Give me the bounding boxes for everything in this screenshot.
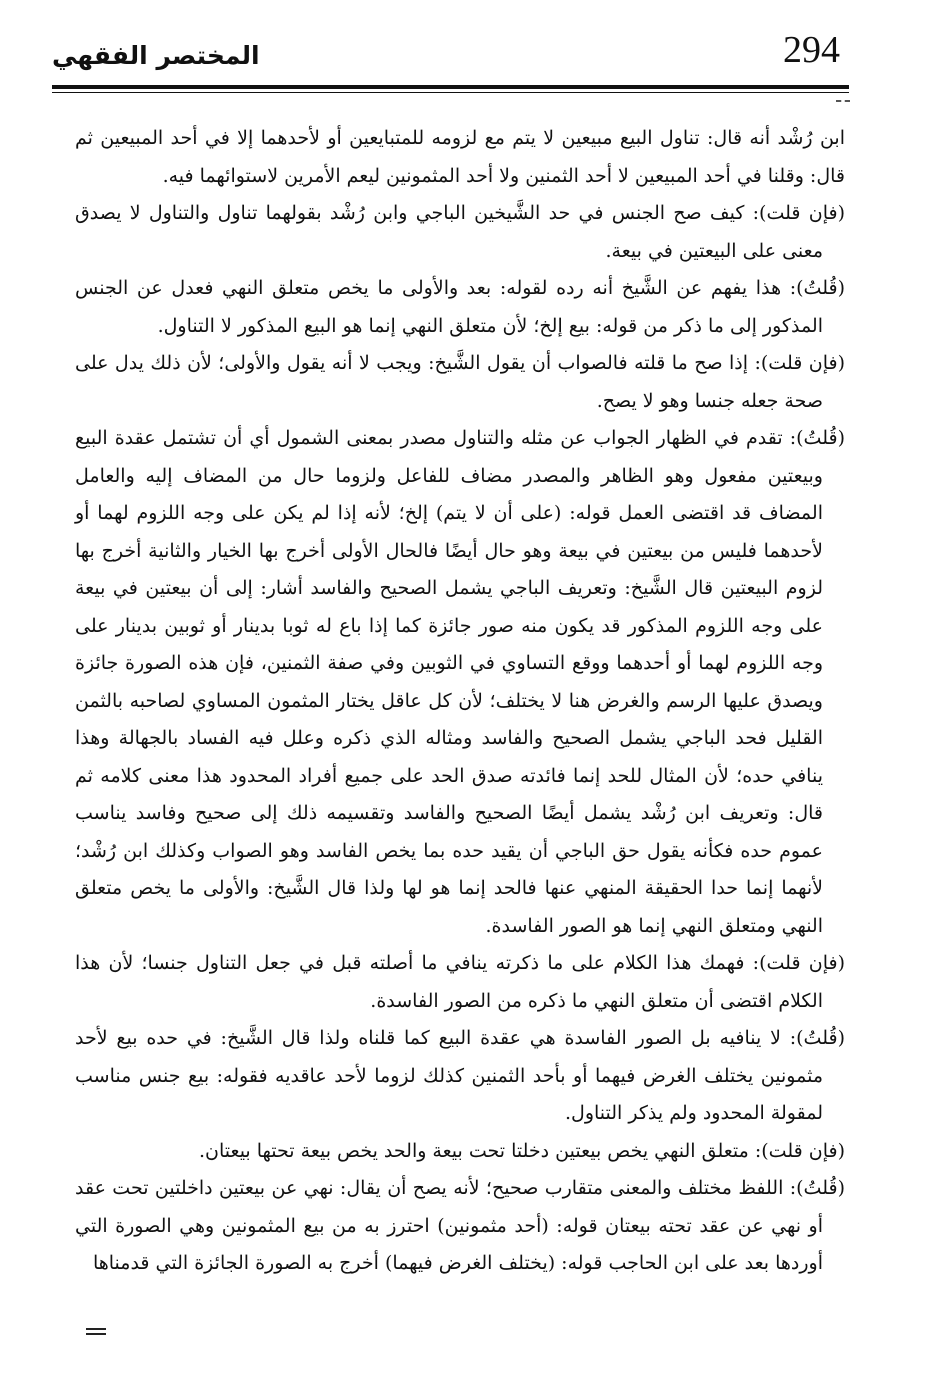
paragraph-lead: (فإن قلت): [748, 1139, 845, 1162]
paragraph-6 [75, 945, 845, 1020]
paragraph-lead: (فإن قلت): [748, 352, 845, 374]
paragraph-text: ابن رُشْد أنه قال: تناول البيع مبيعين لا يتم مع لزومه للمتبايعين أو لأحدهما إلا في أحد المبيعين ثم قال: وقلنا في أحد المبيعين لا أحد الثمنين ولا أحد المثمونين ليعم الأمرين لاستوائهما فيه. [75, 127, 845, 187]
paragraph-9 [75, 1170, 845, 1283]
paragraph-2 [75, 195, 845, 270]
paragraph-lead: (فإن قلت): [744, 202, 845, 224]
header-rule-thick [52, 85, 849, 89]
paragraph-lead: (قُلتُ): [781, 277, 845, 299]
paragraph-lead: (قُلتُ): [783, 1177, 845, 1199]
book-title: المختصر الفقهي [52, 41, 260, 70]
paragraph-text: إذا صح ما قلته فالصواب أن يقول الشَّيخ: ويجب لا أنه يقول والأولى؛ لأن ذلك يدل على صحة جعله جنسا وهو لا يصح. [75, 352, 823, 412]
continuation-mark [86, 1328, 106, 1338]
header-rule-thin [52, 92, 849, 93]
paragraph-7 [75, 1020, 845, 1133]
paragraph-text: كيف صح الجنس في حد الشَّيخين الباجي وابن رُشْد بقولهما تناول والتناول لا يصدق معنى على البيعتين في بيعة. [75, 202, 823, 262]
paragraph-text: تقدم في الظهار الجواب عن مثله والتناول مصدر بمعنى الشمول أي أن تشتمل عقدة البيع وبيعتين مفعول وهو الظاهر والمصدر مضاف للفاعل ولزوما حال من المضاف إليه والعامل المضاف قد اقتضى العمل قوله: (على أن لا يتم) إلخ؛ لأنه إذا لم يكن على وجه اللزوم لهما أو لأحدهما فليس من بيعتين في بيعة وهو حال أيضًا فالحال الأولى أخرج بها الخيار والثانية أخرج بها لزوم البيعتين قال الشَّيخ: وتعريف الباجي يشمل الصحيح والفاسد أشار: إلى أن بيعتين في بيعة على وجه اللزوم المذكور قد يكون منه صور جائزة كما إذا باع له ثوبا بدينار أو ثوبين بدينار على وجه اللزوم لهما أو أحدهما ووقع التساوي في الثوبين وفي صفة الثمنين، فإن هذه الصورة جائزة ويصدق عليها الرسم والغرض هنا لا يختلف؛ لأن كل عاقل يختار المثمون المساوي لصاحبه بالثمن القليل فحد الباجي يشمل الصحيح والفاسد ومثاله الذي ذكره وعلل فيه الفساد بالجهالة وهذا ينافي حده؛ لأن المثال للحد إنما فائدته صدق الحد على جميع أفراد المحدود هذا معنى كلامه ثم قال: وتعريف ابن رُشْد يشمل أيضًا الصحيح والفاسد وتقسيمه ذلك إلى صحيح وفاسد يناسب عموم حده فكأنه يقول حق الباجي أن يقيد حده بما يخص الفاسد وهو الصواب وكذلك ابن رُشْد؛ لأنهما إنما حدا الحقيقة المنهي عنها فالحد إنما هو لها ولذا قال الشَّيخ: والأولى ما يخص متعلق النهي ومتعلق النهي إنما هو الصور الفاسدة. [75, 427, 823, 937]
page-number: 294 [783, 29, 840, 71]
paragraph-lead: (قُلتُ): [782, 427, 846, 449]
paragraph-text: فهمك هذا الكلام على ما ذكرته ينافي ما أصلته قبل في جعل التناول جنسا؛ لأن هذا الكلام اقتضى أن متعلق النهي ما ذكره من الصور الفاسدة. [75, 952, 823, 1012]
paragraph-1 [75, 120, 845, 195]
paragraph-5 [75, 420, 845, 945]
paragraph-lead: (قُلتُ): [780, 1027, 845, 1049]
paragraph-text: اللفظ مختلف والمعنى متقارب صحيح؛ لأنه يصح أن يقال: نهي عن بيعتين داخلتين تحت عقد أو نهي عن عقد تحته بيعتان قوله: (أحد مثمونين) احترز به من بيع المثمونين وهي الصورة التي أوردها بعد على ابن الحاجب قوله: (يختلف الغرض فيهما) أخرج به الصورة الجائزة التي قدمناها [75, 1177, 823, 1274]
paragraph-lead: (فإن قلت): [744, 952, 845, 974]
paragraph-text: لا ينافيه بل الصور الفاسدة هي عقدة البيع كما قلناه ولذا قال الشَّيخ: في حده بيع لأحد مثمونين يختلف الغرض فيهما أو بأحد الثمنين كذلك لزوما لأحد عاقديه فقوله: بيع جنس مناسب لمقولة المحدود ولم يذكر التناول. [75, 1027, 823, 1124]
paragraph-3 [75, 270, 845, 345]
header-rule-dash [836, 100, 850, 102]
paragraph-text: هذا يفهم عن الشَّيخ أنه رده لقوله: بعد والأولى ما يخص متعلق النهي فعدل عن الجنس المذكور إلى ما ذكر من قوله: بيع إلخ؛ لأن متعلق النهي إنما هو البيع المذكور لا التناول. [75, 277, 823, 337]
paragraph-text: متعلق النهي يخص بيعتين دخلتا تحت بيعة والحد يخص بيعة تحتها بيعتان. [199, 1139, 749, 1162]
paragraph-8 [75, 1133, 845, 1171]
paragraph-4 [75, 345, 845, 420]
page-body [75, 120, 845, 1283]
